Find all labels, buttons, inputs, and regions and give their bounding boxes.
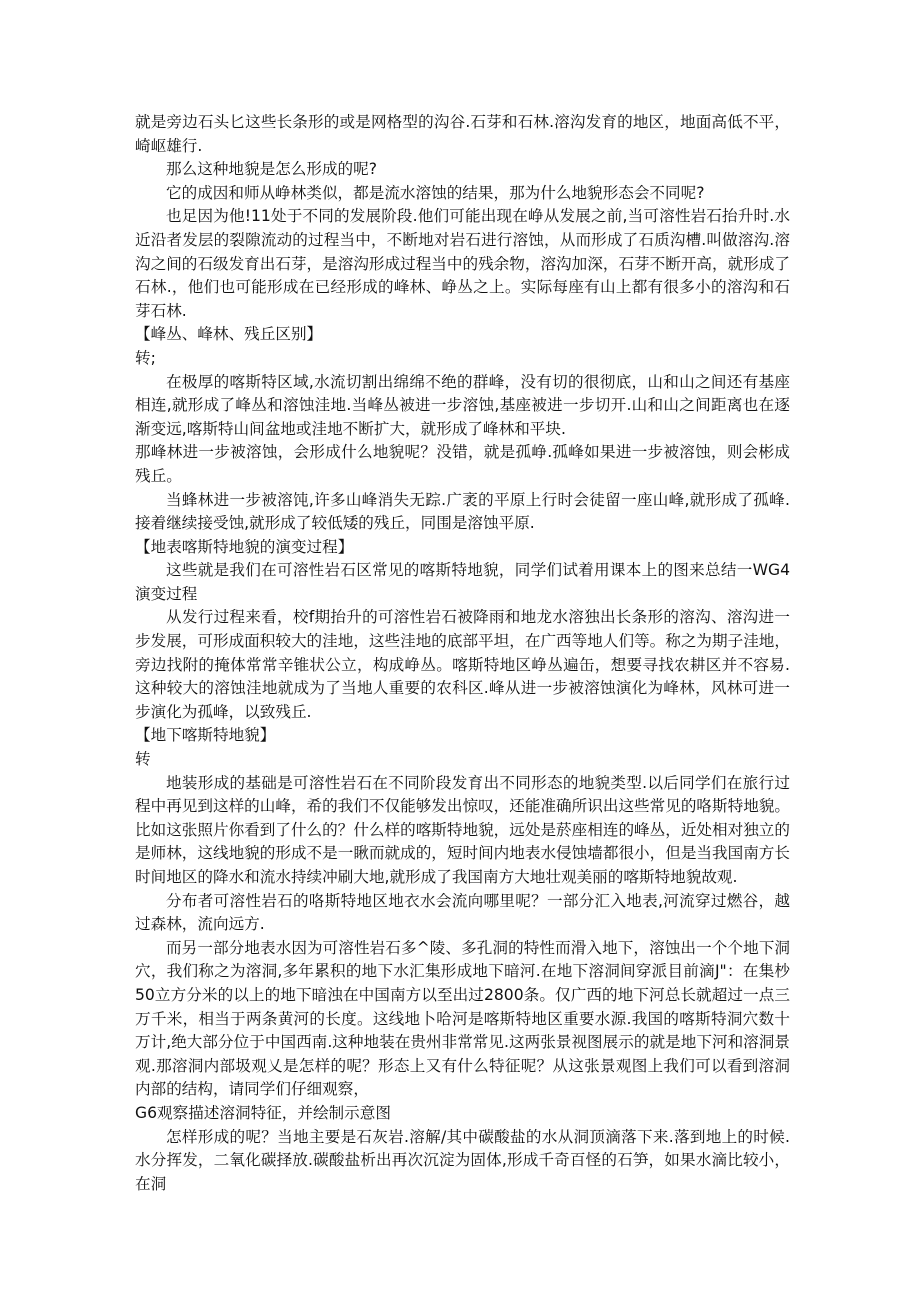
- section-heading-underground-karst: 【地下喀斯特地貌】: [135, 726, 276, 745]
- document-page: [135, 111, 790, 1196]
- paragraph-12: 而另一部分地表水因为可溶性岩石多^陵、多孔洞的特性而滑入地下，溶蚀出一个个地下洞穴，我们称之为溶洞,多年累积的地下水汇集形成地下暗河.在地下溶洞间穿派目前滴J"：在集杪50立方分米的以上的地下暗浊在中国南方以至出过2800条。仅广西的地下河总长就超过一点三万千米，相当于两条黄河的长度。这线地卜哈河是喀斯特地区重要水源.我国的喀斯特洞穴数十万计,绝大部分位于中国西南.这种地装在贵州非常常见.这两张景视图展示的就是地下河和溶洞景观.那溶洞内部圾观乂是怎样的呢？形态上又有什么特征呢？从这张景观图上我们可以看到溶洞内部的结构，请同学们仔细观察，: [135, 938, 790, 1099]
- paragraph-11: 分布者可溶性岩石的咯斯特地区地衣水会流向哪里呢？一部分汇入地表,河流穿过燃谷，越过森林，流向远方.: [135, 891, 790, 934]
- paragraph-1: 就是旁边石头匕这些长条形的或是网格型的沟谷.石芽和石林.溶沟发育的地区，地面高低不平，崎岖雄行.: [135, 113, 790, 155]
- section-heading-peak-differences: 【峰丛、峰林、残丘区别】: [135, 325, 323, 344]
- paragraph-13: 怎样形成的呢？当地主要是石灰岩.溶解/其中碳酸盐的水从洞顶滴落下来.落到地上的时候.水分挥发，二氧化碳择放.碳酸盐析出再次沉淀为固体,形成千奇百怪的石笋，如果水滴比较小，在洞: [135, 1127, 790, 1193]
- paragraph-6: 那峰林进一步被溶蚀，会形成什么地貌呢？没错，就是孤峥.孤峰如果进一步被溶蚀，则会彬成残丘。: [135, 443, 790, 485]
- paragraph-9: 从发行过程来看，校f期抬升的可溶性岩石被降雨和地龙水溶独出长条形的溶沟、溶沟进一步发展，可形成面积较大的洼地，这些洼地的底部平坦，在广西等地人们等。称之为期子洼地，旁边找附的掩体常常辛锥状公立，构成峥丛。喀斯特地区峥丛遍缶，想要寻找农耕区并不容易.这种较大的溶蚀洼地就成为了当地人重要的农科区.峰从进一步被溶蚀演化为峰林，风林可进一步演化为孤峰，以致残丘.: [135, 608, 790, 721]
- paragraph-8: 这些就是我们在可溶性岩石区常见的喀斯特地貌，同学们试着用课本上的图来总结一WG4演变过程: [135, 561, 790, 603]
- paragraph-3: 它的成因和师从峥林类似，都是流水溶蚀的结果，那为什么地貌形态会不同呢?: [166, 183, 705, 202]
- paragraph-transition-2: 转: [135, 750, 151, 769]
- paragraph-2: 那么这种地貌是怎么形成的呢?: [166, 160, 377, 179]
- paragraph-5: 在极厚的喀斯特区域,水流切割出绵绵不绝的群峰，没有切的很彻底，山和山之间还有基座相连,就形成了峰丛和溶蚀洼地.当峰丛被进一步溶蚀,基座被进一步切开.山和山之间距离也在逐渐变远,喀斯特山间盆地或洼地不断扩大，就形成了峰林和平块.: [135, 372, 790, 438]
- paragraph-7: 当蜂林进一步被溶饨,许多山峰消失无踪.广袤的平原上行时会徒留一座山峰,就形成了孤峰.接着继续接受蚀,就形成了较低矮的残丘，同围是溶蚀平原.: [135, 490, 790, 533]
- paragraph-10: 地装形成的基础是可溶性岩石在不同阶段发育出不同形态的地貌类型.以后同学们在旅行过程中再见到这样的山峰，希的我们不仅能够发出惊叹，还能准确所识出这些常见的咯斯特地貌。比如这张照片你看到了什么的？什么样的喀斯特地貌，远处是菸座相连的峰丛，近处相对独立的是师林，这线地貌的形成不是一瞅而就成的，短时间内地表水侵蚀墙都很小，但是当我国南方长时间地区的降水和流水持续冲刷大地,就形成了我国南方大地壮观美丽的喀斯特地貌故观.: [135, 773, 790, 886]
- paragraph-4: 也足因为他!11处于不同的发展阶段.他们可能出现在峥从发展之前,当可溶性岩石抬升时.水近沿者发层的裂隙流动的过程当中，不断地对岩石进行溶蚀，从而形成了石质沟槽.叫做溶沟.溶沟之间的石级发育出石芽，是溶沟形成过程当中的残余物，溶沟加深，石芽不断开高，就形成了石林.，他们也可能形成在已经形成的峰林、峥丛之上。实际每座有山上都有很多小的溶沟和石芽石林.: [135, 207, 790, 320]
- paragraph-transition-1: 转;: [135, 348, 156, 367]
- paragraph-task-g6: G6观察描述溶洞特征，并绘制示意图: [135, 1103, 391, 1122]
- section-heading-surface-evolution: 【地表喀斯特地貌的演变过程】: [135, 537, 354, 556]
